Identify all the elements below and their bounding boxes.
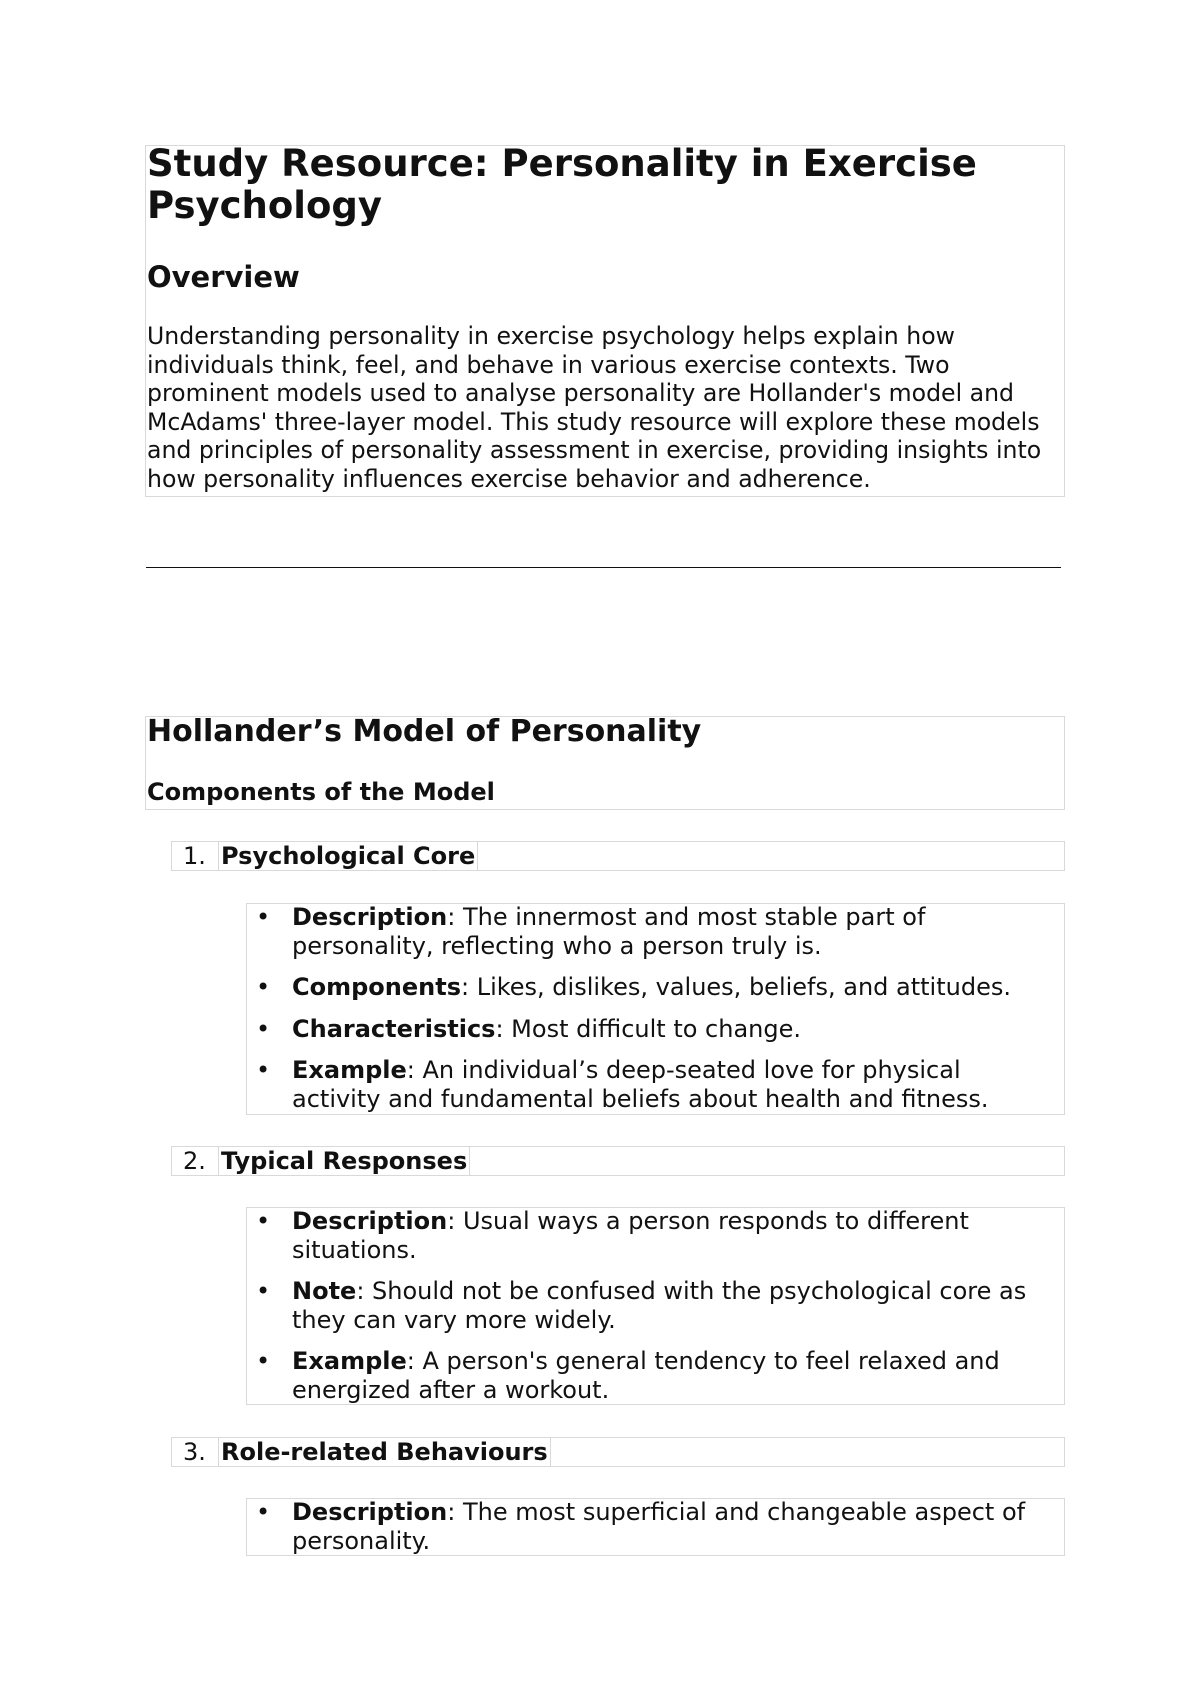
overview-paragraph: Understanding personality in exercise psychology helps explain how individuals think, feel, and behave in various exercise contexts. Two prominent models used to analyse personality are Hollander's model and McAdams' three-layer model. This study resource will explore these models and principles of personality assessment in exercise, providing insights into how personality influences exercise behavior and adherence. xyxy=(147,322,1042,493)
component-2-bullets xyxy=(292,1207,1052,1417)
list-item: • Note: Should not be confused with the psychological core as they can vary more widely. xyxy=(292,1277,1052,1334)
list-item: • Components: Likes, dislikes, values, beliefs, and attitudes. xyxy=(292,973,1052,1002)
component-3-bullets xyxy=(292,1498,1052,1568)
horizontal-divider xyxy=(146,567,1061,568)
list-item: • Characteristics: Most difficult to change. xyxy=(292,1015,1052,1044)
component-1-heading xyxy=(183,841,477,871)
list-item: • Description: The most superficial and changeable aspect of personality. xyxy=(292,1498,1052,1555)
overview-heading: Overview xyxy=(147,260,300,294)
component-1-title: Psychological Core xyxy=(221,842,476,870)
component-3-number: 3. xyxy=(183,1438,206,1466)
component-2-title: Typical Responses xyxy=(221,1147,468,1175)
list-item: • Description: The innermost and most stable part of personality, reflecting who a person truly is. xyxy=(292,903,1052,960)
component-2-number: 2. xyxy=(183,1147,206,1175)
component-2-heading xyxy=(183,1146,469,1176)
page-title: Study Resource: Personality in Exercise Psychology xyxy=(147,142,977,227)
list-item: • Description: Usual ways a person responds to different situations. xyxy=(292,1207,1052,1264)
component-3-title: Role-related Behaviours xyxy=(221,1438,548,1466)
component-1-bullets xyxy=(292,903,1052,1126)
list-item: • Example: A person's general tendency to feel relaxed and energized after a workout. xyxy=(292,1347,1052,1404)
components-subheading: Components of the Model xyxy=(147,778,495,806)
list-item: • Example: An individual’s deep-seated love for physical activity and fundamental beliefs about health and fitness. xyxy=(292,1056,1052,1113)
component-3-heading xyxy=(183,1437,550,1467)
component-1-number: 1. xyxy=(183,842,206,870)
hollander-heading: Hollander’s Model of Personality xyxy=(147,714,702,749)
